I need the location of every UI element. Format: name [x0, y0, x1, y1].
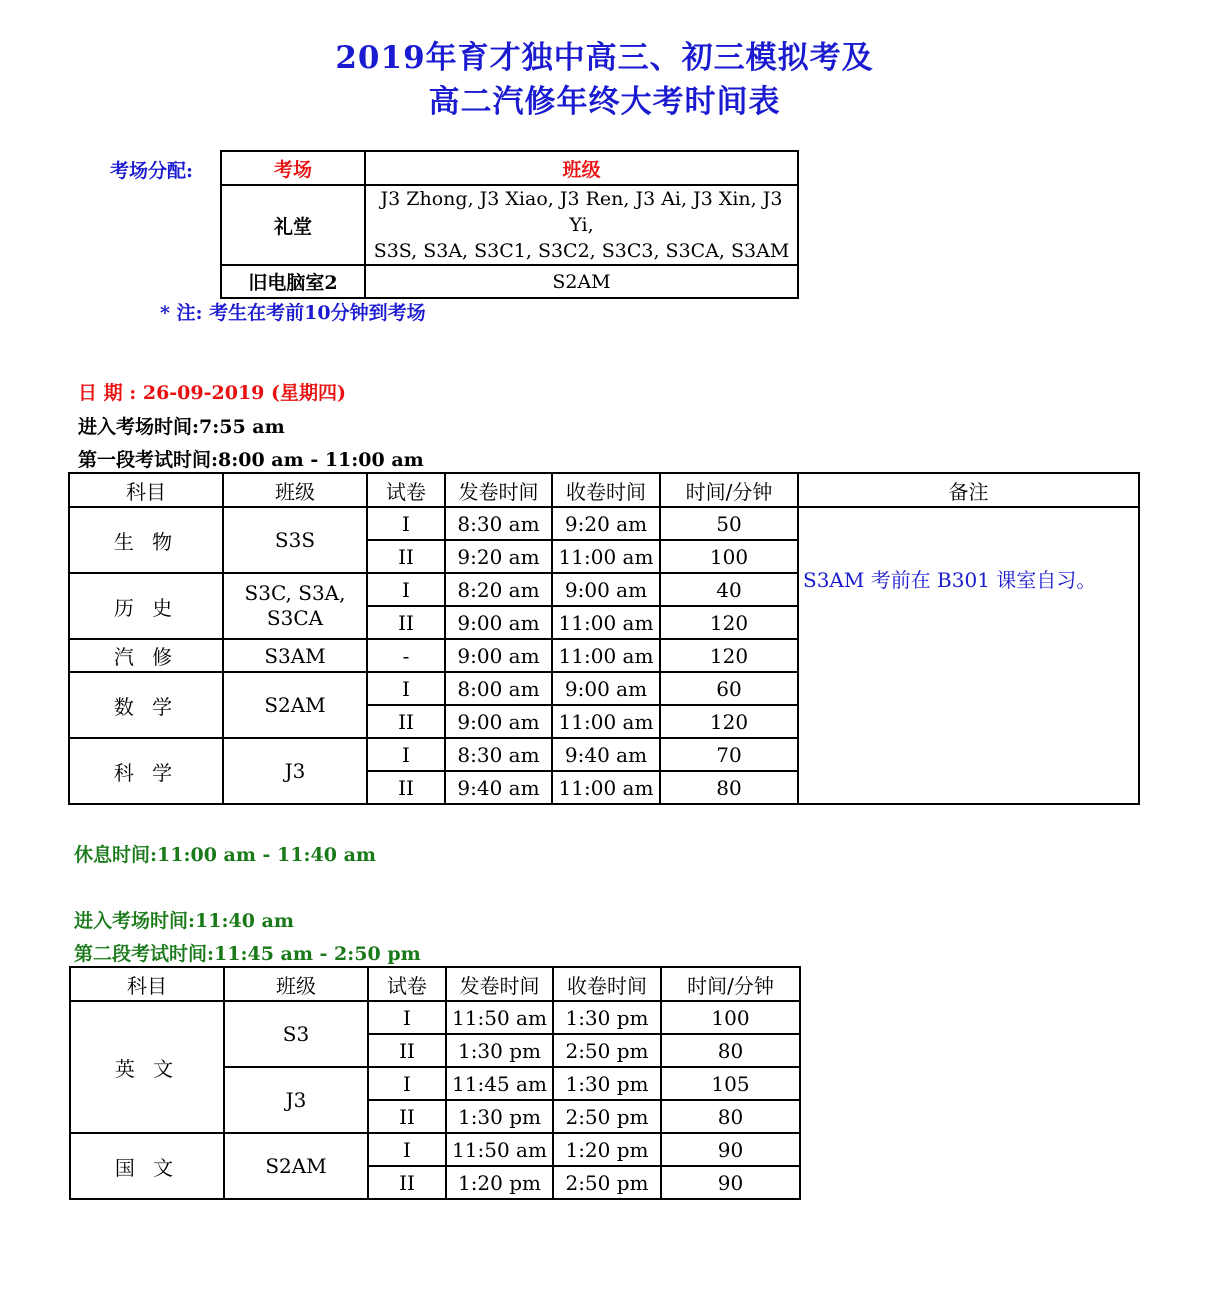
alloc-room: 旧电脑室2 [221, 265, 365, 298]
header-subject: 科目 [69, 473, 223, 507]
class-cell: S2AM [224, 1133, 368, 1199]
paper-cell: II [368, 1100, 446, 1133]
exam-date: 日 期 : 26-09-2019 (星期四) [78, 382, 346, 404]
paper-cell: I [367, 672, 445, 705]
start-cell: 9:00 am [445, 639, 552, 672]
paper-cell: II [367, 705, 445, 738]
minutes-cell: 90 [661, 1133, 800, 1166]
alloc-classes-line2: S3S, S3A, S3C1, S3C2, S3C3, S3CA, S3AM [373, 240, 790, 262]
paper-cell: II [368, 1034, 446, 1067]
start-cell: 11:50 am [446, 1001, 553, 1034]
end-cell: 2:50 pm [553, 1100, 661, 1133]
header-remark: 备注 [798, 473, 1139, 507]
start-cell: 9:00 am [445, 606, 552, 639]
minutes-cell: 70 [660, 738, 798, 771]
minutes-cell: 120 [660, 606, 798, 639]
end-cell: 1:30 pm [553, 1067, 661, 1100]
minutes-cell: 80 [661, 1034, 800, 1067]
minutes-cell: 100 [660, 540, 798, 573]
paper-cell: II [367, 540, 445, 573]
class-cell: S3AM [223, 639, 367, 672]
minutes-cell: 50 [660, 507, 798, 540]
paper-cell: I [367, 507, 445, 540]
subject-cell: 历 史 [69, 573, 223, 639]
header-end: 收卷时间 [552, 473, 660, 507]
header-minutes: 时间/分钟 [660, 473, 798, 507]
header-end: 收卷时间 [553, 967, 661, 1001]
header-class: 班级 [224, 967, 368, 1001]
start-cell: 1:30 pm [446, 1100, 553, 1133]
session1-time: 第一段考试时间:8:00 am - 11:00 am [78, 449, 424, 471]
subject-cell: 科 学 [69, 738, 223, 804]
paper-cell: I [368, 1001, 446, 1034]
minutes-cell: 80 [661, 1100, 800, 1133]
minutes-cell: 100 [661, 1001, 800, 1034]
alloc-classes: S2AM [365, 265, 798, 298]
allocation-table [220, 150, 799, 299]
paper-cell: - [367, 639, 445, 672]
alloc-classes-line1: J3 Zhong, J3 Xiao, J3 Ren, J3 Ai, J3 Xin, J3 Yi, [380, 188, 783, 236]
end-cell: 9:00 am [552, 672, 660, 705]
class-cell: J3 [223, 738, 367, 804]
minutes-cell: 40 [660, 573, 798, 606]
class-cell [223, 573, 367, 639]
paper-cell: I [368, 1067, 446, 1100]
entry-time-2: 进入考场时间:11:40 am [74, 910, 294, 932]
class-cell: S3 [224, 1001, 368, 1067]
start-cell: 1:30 pm [446, 1034, 553, 1067]
paper-cell: I [368, 1133, 446, 1166]
minutes-cell: 105 [661, 1067, 800, 1100]
class-cell: J3 [224, 1067, 368, 1133]
class-cell: S3S [223, 507, 367, 573]
subject-cell: 数 学 [69, 672, 223, 738]
start-cell: 11:50 am [446, 1133, 553, 1166]
start-cell: 8:30 am [445, 507, 552, 540]
subject-cell: 英 文 [70, 1001, 224, 1133]
allocation-label: 考场分配: [110, 160, 194, 182]
start-cell: 9:00 am [445, 705, 552, 738]
paper-cell: II [368, 1166, 446, 1199]
end-cell: 2:50 pm [553, 1034, 661, 1067]
end-cell: 1:30 pm [553, 1001, 661, 1034]
start-cell: 9:20 am [445, 540, 552, 573]
end-cell: 11:00 am [552, 540, 660, 573]
end-cell: 9:40 am [552, 738, 660, 771]
minutes-cell: 120 [660, 705, 798, 738]
table-row [70, 1133, 800, 1166]
alloc-header-class: 班级 [365, 151, 798, 185]
header-start: 发卷时间 [446, 967, 553, 1001]
minutes-cell: 60 [660, 672, 798, 705]
alloc-room: 礼堂 [221, 185, 365, 265]
remark-cell: S3AM 考前在 B301 课室自习。 [798, 507, 1139, 804]
paper-cell: I [367, 573, 445, 606]
minutes-cell: 120 [660, 639, 798, 672]
allocation-note: * 注: 考生在考前10分钟到考场 [160, 302, 426, 324]
end-cell: 9:20 am [552, 507, 660, 540]
title-line-1: 2019年育才独中高三、初三模拟考及 [335, 40, 874, 76]
header-minutes: 时间/分钟 [661, 967, 800, 1001]
start-cell: 8:30 am [445, 738, 552, 771]
paper-cell: I [367, 738, 445, 771]
class-line1: S3C, S3A, [244, 581, 346, 605]
subject-cell: 国 文 [70, 1133, 224, 1199]
schedule-table-1 [68, 472, 1140, 805]
start-cell: 8:20 am [445, 573, 552, 606]
end-cell: 1:20 pm [553, 1133, 661, 1166]
header-class: 班级 [223, 473, 367, 507]
break-time: 休息时间:11:00 am - 11:40 am [74, 844, 376, 866]
start-cell: 9:40 am [445, 771, 552, 804]
alloc-classes [365, 185, 798, 265]
title-line-2: 高二汽修年终大考时间表 [428, 84, 781, 120]
entry-time: 进入考场时间:7:55 am [78, 416, 285, 438]
header-paper: 试卷 [368, 967, 446, 1001]
class-cell: S2AM [223, 672, 367, 738]
header-subject: 科目 [70, 967, 224, 1001]
paper-cell: II [367, 606, 445, 639]
end-cell: 2:50 pm [553, 1166, 661, 1199]
class-line2: S3CA [266, 606, 324, 630]
end-cell: 11:00 am [552, 705, 660, 738]
start-cell: 11:45 am [446, 1067, 553, 1100]
alloc-header-room: 考场 [221, 151, 365, 185]
table-row [69, 507, 1139, 540]
end-cell: 11:00 am [552, 771, 660, 804]
start-cell: 8:00 am [445, 672, 552, 705]
minutes-cell: 90 [661, 1166, 800, 1199]
header-paper: 试卷 [367, 473, 445, 507]
header-start: 发卷时间 [445, 473, 552, 507]
paper-cell: II [367, 771, 445, 804]
subject-cell: 汽 修 [69, 639, 223, 672]
table-row [70, 1001, 800, 1034]
subject-cell: 生 物 [69, 507, 223, 573]
end-cell: 9:00 am [552, 573, 660, 606]
session2-time: 第二段考试时间:11:45 am - 2:50 pm [74, 943, 421, 965]
schedule-table-2 [69, 966, 801, 1200]
minutes-cell: 80 [660, 771, 798, 804]
end-cell: 11:00 am [552, 639, 660, 672]
end-cell: 11:00 am [552, 606, 660, 639]
start-cell: 1:20 pm [446, 1166, 553, 1199]
